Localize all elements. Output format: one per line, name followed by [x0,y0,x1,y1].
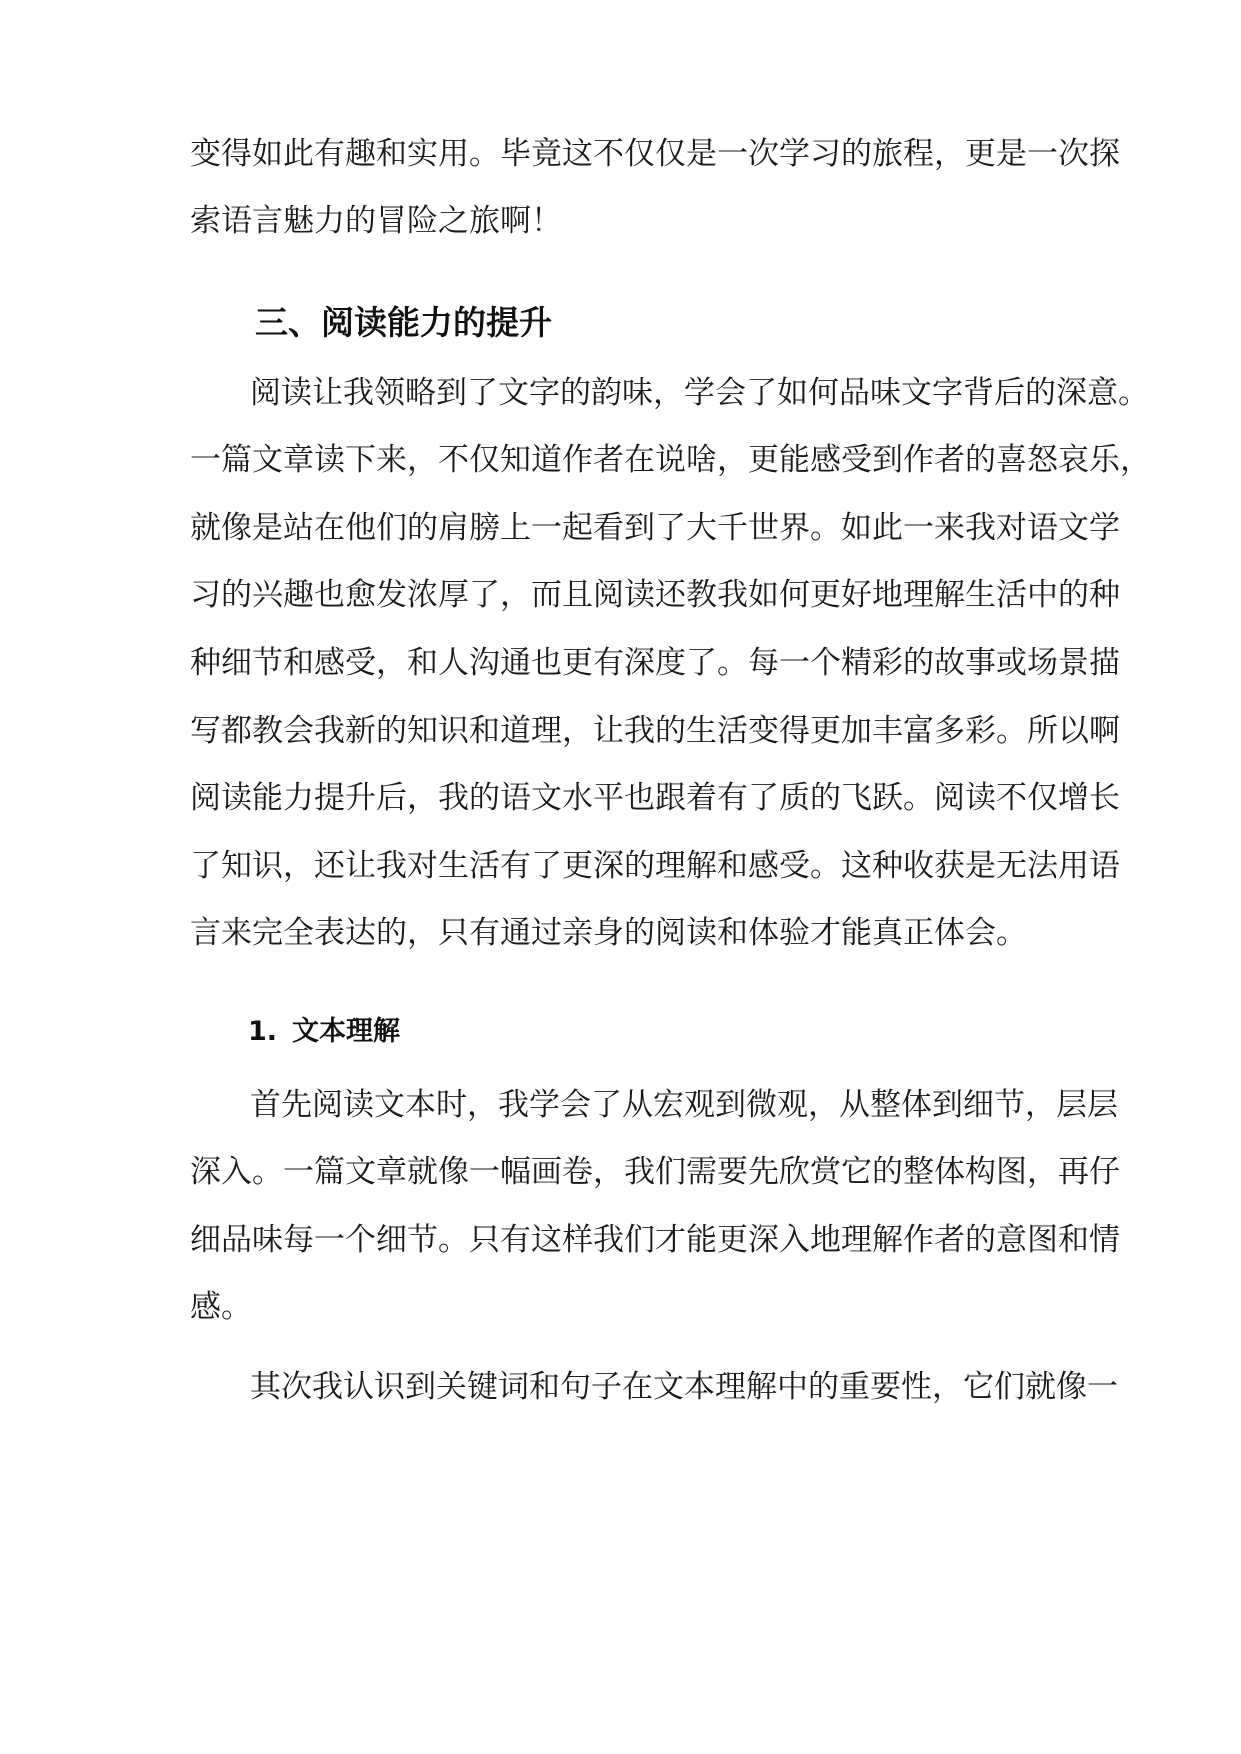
body-text-line: 变得如此有趣和实用。毕竟这不仅仅是一次学习的旅程，更是一次探 [190,136,1120,172]
body-text-line: 感。 [190,1289,252,1325]
body-text-line: 首先阅读文本时，我学会了从宏观到微观，从整体到细节，层层 [250,1087,1118,1123]
body-text-line: 了知识，还让我对生活有了更深的理解和感受。这种收获是无法用语 [190,848,1120,884]
body-text-line: 习的兴趣也愈发浓厚了，而且阅读还教我如何更好地理解生活中的种 [190,577,1120,613]
body-text-line: 一篇文章读下来，不仅知道作者在说啥，更能感受到作者的喜怒哀乐， [190,442,1151,478]
body-text-line: 深入。一篇文章就像一幅画卷，我们需要先欣赏它的整体构图，再仔 [190,1154,1120,1190]
subsection-heading [248,1014,400,1050]
body-text-line: 阅读让我领略到了文字的韵味，学会了如何品味文字背后的深意。 [250,375,1149,411]
body-text-line: 细品味每一个细节。只有这样我们才能更深入地理解作者的意图和情 [190,1222,1120,1258]
body-text-line: 阅读能力提升后，我的语文水平也跟着有了质的飞跃。阅读不仅增长 [190,780,1120,816]
subsection-number: 1. [248,1016,278,1047]
section-heading: 三、阅读能力的提升 [255,303,552,342]
body-text-line: 种细节和感受，和人沟通也更有深度了。每一个精彩的故事或场景描 [190,645,1120,681]
body-text-line: 写都教会我新的知识和道理，让我的生活变得更加丰富多彩。所以啊 [190,713,1120,749]
body-text-line: 言来完全表达的，只有通过亲身的阅读和体验才能真正体会。 [190,915,1027,951]
body-text-line: 索语言魅力的冒险之旅啊！ [190,203,562,239]
body-text-line: 其次我认识到关键词和句子在文本理解中的重要性，它们就像一 [250,1369,1118,1405]
subsection-title: 文本理解 [292,1016,400,1047]
body-text-line: 就像是站在他们的肩膀上一起看到了大千世界。如此一来我对语文学 [190,510,1120,546]
